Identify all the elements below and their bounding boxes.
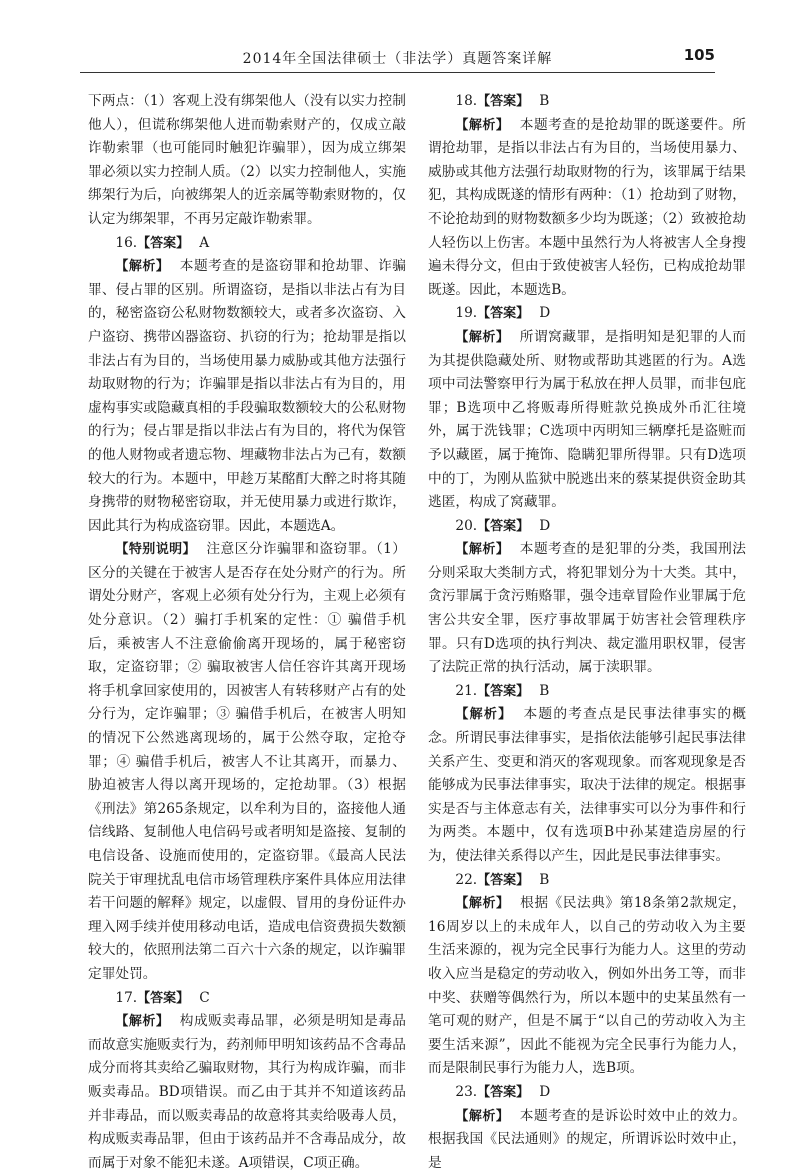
answer-tag: 【答案】 (477, 872, 530, 888)
answer-tag: 【答案】 (477, 94, 530, 109)
answer-value: D (539, 305, 551, 322)
answer-tag: 【答案】 (477, 683, 530, 699)
explanation-text: 本题的考查点是民事法律事实的概念。所谓民事法律事实，是指依法能够引起民事法律关系产生、变更和消灭的客观现象。而客观现象是否能够成为民事法律事实，取决于法律的规定。根据事实是否与主体意志有关，法律事实可以分为事件和行为两类。本题中，仅有选项B中孙某建造房屋的行为，使法律关系得以产生，因此是民事法律事实。 (428, 706, 746, 864)
explanation-text: 本题考查的是犯罪的分类，我国刑法分则采取大类制方式，将犯罪划分为十大类。其中，贪污罪属于贪污贿赂罪，强令违章冒险作业罪属于危害公共安全罪，医疗事故罪属于妨害社会管理秩序罪。只有D选项的执行判决、裁定滥用职权罪，侵害了法院正常的执行活动，属于渎职罪。 (428, 541, 746, 676)
answer-tag: 【答案】 (477, 1084, 530, 1100)
running-header (80, 44, 715, 73)
explanation-text: 本题考查的是盗窃罪和抢劫罪、诈骗罪、侵占罪的区别。所谓盗窃，是指以非法占有为目的，秘密盗窃公私财物数额较大，或者多次盗窃、入户盗窃、携带凶器盗窃、扒窃的行为；抢劫罪是指以非法占有为目的，当场使用暴力威胁或其他方法强行劫取财物的行为；诈骗罪是指以非法占有为目的，用虚构事实或隐藏真相的手段骗取数额较大的公私财物的行为；侵占罪是指以非法占有为目的，将代为保管的他人财物或者遗忘物、埋藏物非法占为己有，数额较大的行为。本题中，甲趁万某酩酊大醉之时将其随身携带的财物秘密窃取，并无使用暴力或进行欺诈，因此其行为构成盗窃罪。因此，本题选A。 (88, 258, 406, 534)
answer-value: D (539, 517, 551, 534)
paragraph-continuation: 下两点：（1）客观上没有绑架他人（没有以实力控制他人），但谎称绑架他人进而勒索财产的，仅成立敲诈勒索罪（也可能同时触犯诈骗罪），因为成立绑架罪必须以实力控制人质。（2）以实力控制他人，实施绑架行为后，向被绑架人的近亲属等勒索财物的，仅认定为绑架罪，不再另定敲诈勒索罪。 (88, 93, 406, 227)
answer-tag: 【答案】 (477, 518, 530, 534)
answer-line-19 (428, 302, 746, 326)
answer-tag: 【答案】 (477, 306, 530, 322)
explanation-tag: 【解析】 (455, 329, 510, 345)
explanation-17 (88, 1010, 406, 1175)
question-number: 23. (455, 1083, 478, 1100)
answer-value: D (539, 1083, 551, 1100)
explanation-tag: 【解析】 (455, 707, 513, 723)
answer-line-18 (428, 90, 746, 114)
answer-value: A (199, 234, 210, 251)
explanation-tag: 【解析】 (455, 1108, 510, 1124)
explanation-text: 本题考查的是诉讼时效中止的效力。根据我国《民法通则》的规定，所谓诉讼时效中止，是 (428, 1107, 746, 1171)
header-title: 2014年全国法律硕士（非法学）真题答案详解 (242, 51, 553, 67)
explanation-19 (428, 326, 746, 515)
explanation-20 (428, 538, 746, 680)
question-number: 21. (455, 682, 478, 699)
explanation-tag: 【解析】 (115, 1014, 170, 1030)
question-number: 19. (455, 305, 478, 322)
answer-line-23 (428, 1081, 746, 1105)
explanation-16 (88, 255, 406, 538)
explanation-23 (428, 1105, 746, 1175)
explanation-22 (428, 892, 746, 1081)
answer-value: B (539, 93, 550, 109)
explanation-tag: 【解析】 (455, 896, 510, 912)
explanation-text: 构成贩卖毒品罪，必须是明知是毒品而故意实施贩卖行为，药剂师甲明知该药品不含毒品成分而将其卖给乙骗取财物，其行为构成诈骗，而非贩卖毒品。BD项错误。而乙由于其并不知道该药品并非毒品，而以贩卖毒品的故意将其卖给吸毒人员，构成贩卖毒品罪，但由于该药品并不含毒品成分，故而属于对象不能犯未遂。A项错误，C项正确。 (88, 1013, 406, 1171)
question-number: 20. (455, 517, 478, 534)
question-number: 16. (115, 234, 138, 251)
answer-line-16 (88, 232, 406, 256)
right-column (428, 90, 746, 1175)
explanation-text: 根据《民法典》第18条第2款规定，16周岁以上的未成年人，以自己的劳动收入为主要生活来源的，视为完全民事行为能力人。这里的劳动收入应当是稳定的劳动收入，例如外出务工等，而非中奖、获赠等偶然行为，所以本题中的史某虽然有一笔可观的财产，但是不属于“以自己的劳动收入为主要生活来源”，因此不能视为完全民事行为能力人，而是限制民事行为能力人，选B项。 (428, 895, 746, 1077)
answer-tag: 【答案】 (137, 990, 190, 1006)
answer-line-20 (428, 515, 746, 539)
question-number: 18. (455, 93, 478, 109)
note-tag: 【特别说明】 (115, 542, 196, 558)
answer-value: C (199, 989, 210, 1006)
answer-line-17 (88, 987, 406, 1011)
answer-value: B (539, 871, 550, 888)
answer-line-22 (428, 869, 746, 893)
question-number: 17. (115, 989, 138, 1006)
explanation-18 (428, 114, 746, 303)
explanation-21 (428, 703, 746, 868)
explanation-tag: 【解析】 (455, 542, 510, 558)
answer-line-21 (428, 680, 746, 704)
question-number: 22. (455, 871, 478, 888)
left-column (88, 90, 406, 1175)
explanation-text: 所谓窝藏罪，是指明知是犯罪的人而为其提供隐藏处所、财物或帮助其逃匿的行为。A选项中司法警察甲行为属于私放在押人员罪，而非包庇罪；B选项中乙将贩毒所得赃款兑换成外币汇往境外，属于洗钱罪；C选项中丙明知三辆摩托是盗赃而予以藏匿，属于掩饰、隐瞒犯罪所得罪。只有D选项中的丁，为刚从监狱中脱逃出来的蔡某提供资金助其逃匿，构成了窝藏罪。 (428, 328, 746, 511)
answer-tag: 【答案】 (137, 235, 190, 251)
explanation-tag: 【解析】 (455, 117, 510, 133)
explanation-text: 本题考查的是抢劫罪的既遂要件。所谓抢劫罪，是指以非法占有为目的，当场使用暴力、威胁或其他方法强行劫取财物的行为，该罪属于结果犯，其构成既遂的情形有两种：（1）抢劫到了财物，不论抢劫到的财物数额多少均为既遂；（2）致被抢劫人轻伤以上伤害。本题中虽然行为人将被害人全身搜遍未得分文，但由于致使被害人轻伤，已构成抢劫罪既遂。因此，本题选B。 (428, 116, 746, 298)
answer-value: B (539, 682, 550, 699)
page-number: 105 (683, 46, 715, 64)
note-text: 注意区分诈骗罪和盗窃罪。（1）区分的关键在于被害人是否存在处分财产的行为。所谓处分财产，客观上必须有处分行为，主观上必须有处分意识。（2）骗打手机案的定性：① 骗借手机后，乘被害人不注意偷偷离开现场的，属于秘密窃取，定盗窃罪；② 骗取被害人信任容许其离开现场将手机拿回家使用的，因被害人有转移财产占有的处分行为，定诈骗罪；③ 骗借手机后，在被害人明知的情况下公然逃离现场的，属于公然夺取，定抢夺罪；④ 骗借手机后，被害人不让其离开，而暴力、胁迫被害人得以离开现场的，定抢劫罪。（3）根据《刑法》第265条规定，以牟利为目的，盗接他人通信线路、复制他人电信码号或者明知是盗接、复制的电信设备、设施而使用的，定盗窃罪。《最高人民法院关于审理扰乱电信市场管理秩序案件具体应用法律若干问题的解释》规定，以虚假、冒用的身份证件办理入网手续并使用移动电话，造成电信资费损失数额较大的，依照刑法第二百六十六条的规定，以诈骗罪定罪处罚。 (88, 541, 406, 982)
explanation-tag: 【解析】 (115, 259, 170, 275)
special-note-16 (88, 538, 406, 986)
